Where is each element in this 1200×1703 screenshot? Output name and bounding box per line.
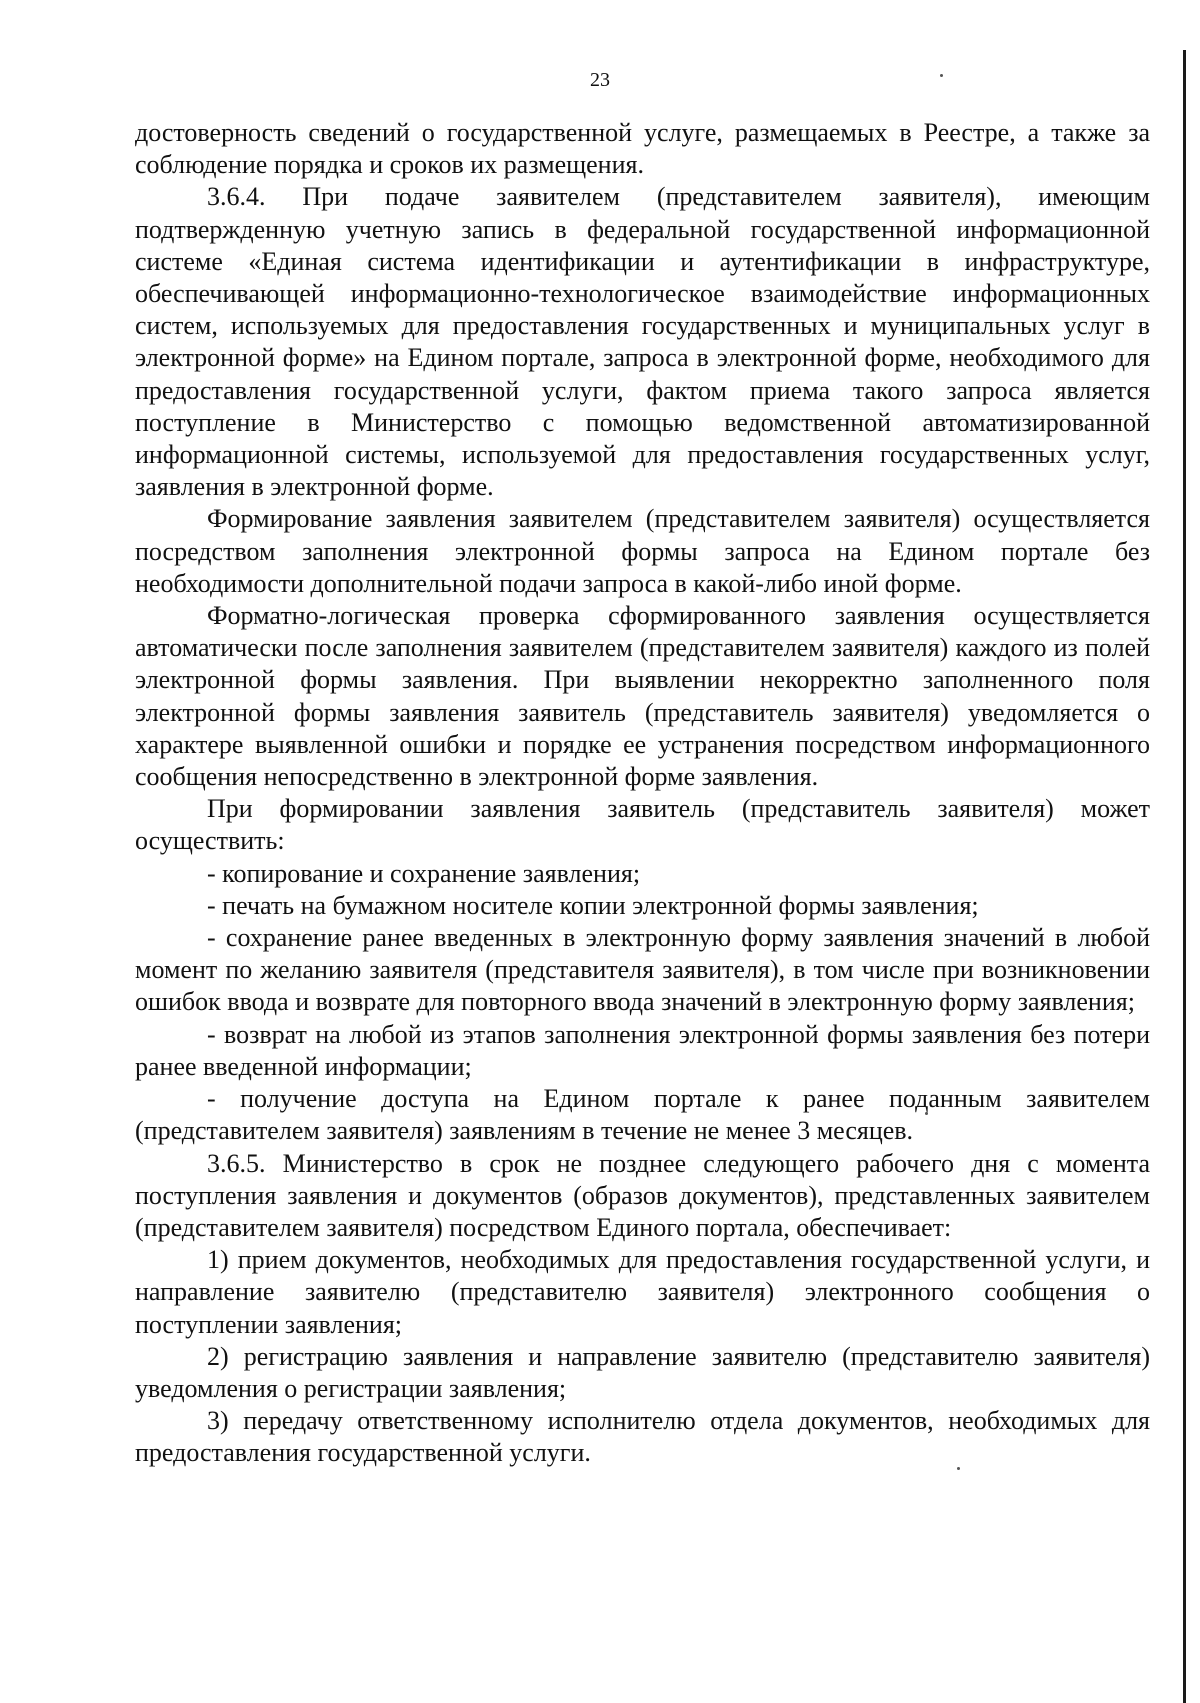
paragraph: Формирование заявления заявителем (представителем заявителя) осуществляется посредством заполнения электронной формы запроса на Едином портале без необходимости дополнительной подачи запроса в какой-либо иной форме. (135, 504, 1150, 598)
paragraph: 2) регистрацию заявления и направление заявителю (представителю заявителя) уведомления о регистрации заявления; (135, 1341, 1150, 1403)
paragraph: - возврат на любой из этапов заполнения электронной формы заявления без потери ранее введенной информации; (135, 1019, 1150, 1081)
document-body (135, 117, 1150, 1470)
paragraph: Форматно-логическая проверка сформированного заявления осуществляется автоматически после заполнения заявителем (представителем заявителя) каждого из полей электронной формы заявления. При выявлении некорректно заполненного поля электронной формы заявления заявитель (представитель заявителя) уведомляется о характере выявленной ошибки и порядке ее устранения посредством информационного сообщения непосредственно в электронной форме заявления. (135, 601, 1150, 792)
paragraph: - печать на бумажном носителе копии электронной формы заявления; (207, 890, 979, 920)
paragraph: - получение доступа на Едином портале к ранее поданным заявителем (представителем заявителя) заявлениям в течение не менее 3 месяцев. (135, 1084, 1150, 1146)
paragraph: 3.6.5. Министерство в срок не позднее следующего рабочего дня с момента поступления заявления и документов (образов документов), представленных заявителем (представителем заявителя) посредством Единого портала, обеспечивает: (135, 1148, 1150, 1242)
paragraph: - копирование и сохранение заявления; (207, 858, 641, 888)
page-number: 23 (590, 69, 610, 91)
paragraph: 3.6.4. При подаче заявителем (представителем заявителя), имеющим подтвержденную учетную запись в федеральной государственной информационной системе «Единая система идентификации и аутентификации в инфраструктуре, обеспечивающей информационно-технологическое взаимодействие информационных систем, используемых для предоставления государственных и муниципальных услуг в электронной форме» на Едином портале, запроса в электронной форме, необходимого для предоставления государственной услуги, фактом приема такого запроса является поступление в Министерство с помощью ведомственной автоматизированной информационной системы, используемой для предоставления государственных услуг, заявления в электронной форме. (135, 182, 1150, 502)
paragraph: достоверность сведений о государственной услуге, размещаемых в Реестре, а также за соблюдение порядка и сроков их размещения. (135, 118, 1150, 180)
page-edge-line (1183, 50, 1186, 1703)
paragraph: 1) прием документов, необходимых для предоставления государственной услуги, и направление заявителю (представителю заявителя) электронного сообщения о поступлении заявления; (135, 1245, 1150, 1339)
paragraph: 3) передачу ответственному исполнителю отдела документов, необходимых для предоставления государственной услуги. (135, 1406, 1150, 1468)
paragraph: При формировании заявления заявитель (представитель заявителя) может осуществить: (135, 794, 1150, 856)
paragraph: - сохранение ранее введенных в электронную форму заявления значений в любой момент по желанию заявителя (представителя заявителя), в том числе при возникновении ошибок ввода и возврате для повторного ввода значений в электронную форму заявления; (135, 923, 1150, 1017)
